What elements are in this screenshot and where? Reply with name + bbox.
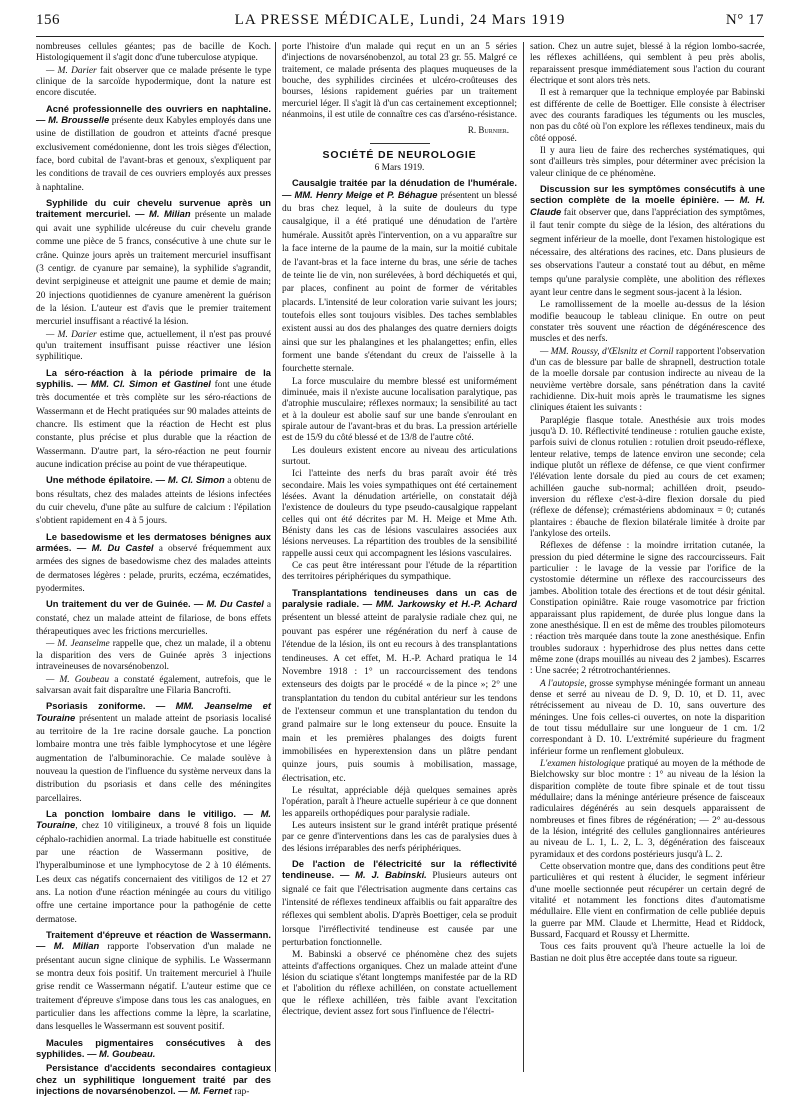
body-text: Paraplégie flasque totale. Anesthésie aux trois modes jusqu'à D. 10. Réflectivité tendineuse : rotulien gauche existe, parfois suivi de clonus rotulien : rotulien droit pseudo-réflexe, lenteur relative, temps de latence environ une seconde; cela indique plutôt un réflexe de défense, ce que vient confirmer l'élévation lente dorsale du pied au cours de cet examen; achilléen gauche sub-normal; achilléen droit, pseudo-inversion du réflexe c'est-à-dire flexion dorsale du pied (réflexe de défense); crémastériens abdominaux = 0; cutanés plantaires : ébauche de flexion bilatérale limitée à droite par l'ankylose des orteils.: [530, 415, 765, 540]
author-names: — MM. Jarkowsky et H.-P. Achard: [362, 598, 518, 610]
author-names: — M. Brousselle: [36, 114, 110, 126]
author-names: — MM. Roussy, d'Œlsnitz et Cornil: [540, 346, 674, 357]
article-heading-paragraph: [36, 474, 271, 527]
body-text: Les auteurs insistent sur le grand intérêt pratique présenté par ce genre d'interventions dans les cas de paralysies dues à des lésions irréparables des nerfs périphériques.: [282, 820, 517, 854]
body-text: estime que, actuellement, il n'est pas prouvé qu'un traitement insuffisant puisse réactiver une lésion syphilitique.: [36, 329, 271, 363]
signature: R. Burnier.: [467, 125, 509, 136]
paragraph: [530, 541, 765, 677]
body-text: présentent un malade atteint de psoriasis localisé au territoire de la 1re racine dorsale gauche. La ponction lombaire montra une très faible lymphocytose et une légère augmentation de l'albuminorachie. Ce malade soulève à nouveau la question de l'influence du système nerveux dans la distribution du psoriasis et dans celle des méningites parcellaires.: [36, 713, 271, 804]
body-text: rapportent l'observation d'un cas de blessure par balle de shrapnell, destruction totale de la moelle dorsale par contusion indirecte au niveau de la neuvième vertèbre dorsale, sans pénétration dans la cavité rachidienne. Dix-huit mois après le traumatisme les signes cliniques étaient les suivants :: [530, 346, 765, 414]
article-heading: Traitement d'épreuve et réaction de Wassermann.: [46, 929, 271, 941]
author-names: — M. Touraine: [36, 807, 271, 831]
article-heading: Syphilide du cuir chevelu survenue après un traitement mercuriel.: [36, 197, 271, 220]
column-1: [36, 42, 272, 1098]
paragraph: [282, 821, 517, 855]
body-text: a constaté également, autrefois, que le salvarsan avait fait disparaître une Filaria Bancrofti.: [36, 674, 272, 696]
body-text: Le résultat, appréciable déjà quelques semaines après l'opération, paraît à l'heure actuelle supérieur à ce que donnent les appareils orthopédiques pour paralysie radiale.: [282, 785, 517, 819]
lead-phrase: L'examen histologique: [540, 758, 625, 769]
paragraph: [530, 416, 765, 541]
paragraph: [282, 786, 517, 820]
paragraph: [530, 679, 765, 758]
author-names: — M. Darier: [46, 65, 97, 76]
article-heading-paragraph: [36, 808, 271, 926]
body-text: porte l'histoire d'un malade qui reçut en un an 5 séries d'injections de novarsénobenzol, au total 23 gr. 55. Malgré ce traitement, ce malade présenta des plaques muqueuses de la bouche, des syphilides circinées et ulcéro-croûteuses des bourses, lésions rapidement guéries par un traitement mercuriel léger. Il s'agit là d'un cas certainement exceptionnel; néanmoins, il est utile de connaître ces cas d'arséno-résistance.: [282, 42, 517, 121]
body-text: a constaté, chez un malade atteint de filariose, de bons effets thérapeutiques avec les frictions mercurielles.: [36, 600, 271, 638]
author-names: — M. H. Claude: [530, 194, 765, 217]
article-heading-paragraph: [282, 858, 517, 949]
body-text: Les douleurs existent encore au niveau des articulations surtout.: [282, 445, 517, 467]
paragraph: [530, 759, 765, 861]
paragraph: [36, 66, 271, 100]
body-text: présentent un blessé du bras chez lequel, à la suite de douleurs du type causalgique, il a été pratiqué une dénudation de l'artère humérale. Aussitôt après l'intervention, on a vu apparaître sur la face interne de la paume de la main, sur la moitié cubitale de l'avant-bras et la face interne du bras, une série de taches de teinte lie de vin, non surélevées, à bord déchiquetés et qui, par places, confinent au point de former de véritables placards. L'intensité de leur coloration varie suivant les jours; toutefois elles sont toujours visibles. Des taches semblables existent aussi au dos des phalanges des quatre derniers doigts ainsi que sur les phalangines et les phalangettes; enfin, elles forment une bande s'étendant du creux de l'aisselle à la fourchette sternale.: [282, 190, 517, 375]
body-text: présentent un blessé atteint de paralysie radiale chez qui, ne pouvant pas espérer une régénération du nerf à cause de l'étendue de la lésion, ils ont eu recours à des transplantations tendineuses. A cet effet, M. H.-P. Achard pratiqua le 14 Novembre 1918 : 1° un raccourcissement des tendons extenseurs des doigts par le procédé « de la pince »; 2° une transplantation du tendon du cubital antérieur sur les tendons de l'extenseur commun et une transplantation du tendon du grand palmaire sur le long extenseur du pouce. Ensuite la main et les premières phalanges des doigts furent immobilisées en hyperextension dans un plâtre pendant quinze jours, puis soumis à mobilisation, massage, électrisation, etc.: [282, 613, 517, 784]
body-text: Il est à remarquer que la technique employée par Babinski est différente de celle de Boettiger. Elle consiste à électriser avec des courants faradiques les téguments ou les muscles, non pas du côté où l'on explore les réflexes tendineux, mais du côté opposé.: [530, 88, 765, 144]
body-text: pratiqué au moyen de la méthode de Bielchowsky sur bloc montre : 1° au niveau de la lésion la disparition complète de toute fibre spinale et de tout tissu médullaire; dans la méninge antérieure présence de faisceaux radiculaires dégénérés au sein desquels apparaissent de nombreuses et fines fibres de régénération; — 2° au-dessous de la lésion, intégrité des cellules ganglionnaires antérieures au niveau de L. 1, L. 2, L. 3, dégénération des faisceaux pyramidaux et des cordons postérieurs jusqu'à L. 2.: [530, 758, 766, 860]
article-heading: Psoriasis zoniforme.: [46, 700, 146, 712]
article-heading-paragraph: [282, 177, 517, 375]
paragraph: [530, 42, 765, 87]
paragraph: [36, 639, 271, 673]
article-heading: Le basedowisme et les dermatoses bénignes aux armées.: [36, 530, 271, 554]
author-names: — M. Milian: [36, 940, 100, 952]
body-text: Ce cas peut être intéressant pour l'étude de la répartition des territoires périphériques du sympathique.: [282, 561, 517, 583]
paragraph: [282, 42, 517, 121]
paragraph: [282, 469, 517, 560]
article-heading-paragraph: [36, 531, 271, 596]
article-heading-paragraph: [36, 1062, 271, 1098]
column-divider: [275, 42, 276, 1072]
journal-title: LA PRESSE MÉDICALE, Lundi, 24 Mars 1919: [234, 12, 566, 28]
column-divider: [523, 42, 524, 1072]
paragraph: [282, 950, 517, 1018]
body-text: , chez 10 vitiligineux, a trouvé 8 fois un liquide céphalo-rachidien anormal. La triade habituelle est constituée par une réaction de Wassermann positive, de l'hyperalbuminose et une lymphocytose de 2 à 10 éléments. Les deux cas négatifs concernaient des vitiligos de 12 et 27 ans. La notion d'une réaction méningée au cours du vitiligo offre une certaine importance pour la pathogénie de cette dermatose.: [36, 821, 271, 925]
article-heading: La ponction lombaire dans le vitiligo.: [46, 807, 237, 819]
body-text: a observé fréquemment aux armées des signes de basedowisme chez des malades atteints de dermatoses légères : pelade, prurits, eczéma, eczématides, pyodermites.: [36, 544, 271, 595]
body-text: Réflexes de défense : la moindre irritation cutanée, la pression du pied détermine le signe des raccourcisseurs. Fait particulier : le lavage de la vessie par l'orifice de la cystostomie détermine un réflexe des raccourcisseurs des jambes. Abolition totale des érections et de tout désir génital. Constipation opiniâtre. Raie rouge vasomotrice par friction apparaissant plus rapidement, de durée plus longue dans la zone anesthésique. Il en est de même des troubles pilomoteurs : réaction très marquée dans toute la zone anesthésique. Enfin troubles sudoraux : hyperhidrose des plus nettes dans cette même zone (draps mouillés au niveau des 2 jambes). Escarres : Une sacrée; 2 rétrotrochantériennes.: [530, 541, 765, 677]
body-text: M. Babinski a observé ce phénomène chez des sujets atteints d'affections organiques. Chez un malade atteint d'une lésion du sciatique s'étant longtemps manifestée par de la RD et l'abolition du réflexe achilléen, on constate actuellement que le réflexe achilléen, très faible avant l'excitation électrique, devient assez fort sous l'influence de l'électri-: [282, 950, 517, 1018]
author-names: — M. Du Castel: [76, 542, 154, 554]
paragraph: [530, 146, 765, 180]
column-3: [530, 42, 765, 1072]
body-text: présente deux Kabyles employés dans une usine de distillation de goudron et atteints d'acné presque exclusivement comédonienne, dont les trois sièges d'élection, face, bord cubital de l'avant-bras et genoux, s'expliquent par les conditions de travail de ces ouvriers employés aux presses à naphtaline.: [36, 116, 272, 193]
body-text: présente un malade qui avait une syphilide ulcéreuse du cuir chevelu grande comme une pièce de 5 francs, consécutive à une chute sur le crâne. Quinze jours après un traitement mercuriel insuffisant (3 centigr. de cyanure par semaine), la syphilide s'agrandit, devint serpigineuse et atteignit une paume et demie de main; 20 injections quotidiennes de cyanure amenèrent la guérison de la lésion. L'auteur est d'avis que le premier traitement mercuriel insuffisant a réactivé la lésion.: [36, 210, 271, 328]
paragraph: [36, 42, 271, 65]
paragraph: [530, 942, 765, 965]
body-text: rap-: [231, 1087, 250, 1098]
article-heading-paragraph: [36, 103, 271, 194]
paragraph: [530, 300, 765, 345]
paragraph: [282, 446, 517, 469]
article-heading-paragraph: [36, 367, 271, 472]
column-2: [282, 42, 517, 1072]
article-heading-paragraph: [36, 700, 271, 805]
paragraph: [282, 377, 517, 445]
body-text: fait observer que, dans l'appréciation des symptômes, il faut tenir compte du siège de la lésion, des altérations du segment inférieur de la moelle, dont l'examen histologique est nécessaire, des altérations des racines, etc. Dans plusieurs de ses observations l'auteur a constaté tout au début, en même temps qu'une paralysie complète, une abolition des réflexes ayant leur centre dans le segment sous-jacent à la lésion.: [530, 207, 765, 298]
body-text: Cette observation montre que, dans des conditions peut être particulières et qui restent à élucider, le segment inférieur d'une moelle sectionnée peut récupérer un certain degré de vitalité et notamment les fonctions dites d'automatisme médullaire. Elle vient en confirmation de celle publiée depuis la guerre par MM. Claude et Lhermitte, Head et Riddock, Bussard, Facquard et Roussy et Lhermitte.: [530, 862, 765, 941]
paragraph: [36, 330, 271, 364]
article-heading: Discussion sur les symptômes consécutifs à une section complète de la moelle épinière.: [530, 183, 765, 206]
article-heading-paragraph: [36, 598, 271, 638]
issue-number: N° 17: [725, 12, 764, 28]
article-heading-paragraph: [36, 929, 271, 1034]
body-text: a obtenu de bons résultats, chez des malades atteints de lésions infectées du cuir chevelu, d'une pâte au sulfure de calcium : l'épilation s'obtient rapidement en 4 à 5 jours.: [36, 476, 272, 527]
lead-phrase: A l'autopsie: [540, 678, 585, 689]
author-names: — MM. Jeanselme et Touraine: [36, 700, 271, 723]
article-heading: La séro-réaction à la période primaire de la syphilis.: [36, 366, 271, 389]
article-heading-paragraph: [36, 197, 271, 328]
body-text: fait observer que ce malade présente le type clinique de la sarcoïde hypodermique, dont la nature est encore discutée.: [36, 65, 271, 99]
article-heading: Causalgie traitée par la dénudation de l'humérale.: [292, 177, 517, 189]
body-text: Ici l'atteinte des nerfs du bras paraît avoir été très secondaire. Mais les voies sympathiques ont été certainement lésées. Avant la dénudation artérielle, on constatait déjà l'existence de douleurs du type pseudo-causalgique rappelant celles qui ont été décrites par M. H. Meige et Mme Ath. Bénisty dans les cas de lésions vasculaires associées aux lésions nerveuses. La répartition des troubles de la sensibilité rappelle aussi ceux qui accompagnent les lésions vasculaires.: [282, 469, 517, 559]
paragraph: [530, 88, 765, 145]
article-heading: Transplantations tendineuses dans un cas de paralysie radiale.: [282, 586, 517, 610]
article-heading-paragraph: [530, 183, 765, 299]
paragraph: [36, 675, 271, 698]
author-names: — MM. Henry Meige et P. Béhague: [282, 188, 438, 200]
body-text: Il y aura lieu de faire des recherches systématiques, qui sont d'ailleurs très simples, pour déterminer avec précision la valeur clinique de ce phénomène.: [530, 146, 765, 179]
article-heading: Persistance d'accidents secondaires contagieux chez un syphilitique longuement traité par des injections de novarsénobenzol.: [36, 1062, 271, 1097]
body-text: Plusieurs auteurs ont signalé ce fait que l'électrisation augmente dans certains cas l'intensité de réflexes tendineux affaiblis ou fait apparaître des réflexes qui semblent abolis. D'après Boettiger, cela se produit lorsque l'irréflectivité tendineuse est causée par une perturbation fonctionnelle.: [282, 871, 517, 949]
author-names: — M. Milian: [135, 208, 191, 220]
paragraph: [282, 561, 517, 584]
article-heading: Acné professionnelle des ouvriers en naphtaline.: [46, 102, 271, 114]
article-heading: Macules pigmentaires consécutives à des syphilides.: [36, 1036, 271, 1060]
body-text: rapporte l'observation d'un malade ne présentant aucun signe clinique de syphilis. Le Wassermann se montra deux fois positif. Un traitement mercuriel à l'huile grise rendit ce Wassermann négatif. L'auteur estime que ce traitement d'épreuve s'impose dans tous les cas analogues, en particulier dans les affections comme la lèpre, la scarlatine, dans lesquelles le Wassermann est souvent positif.: [36, 942, 272, 1033]
author-names: — M. Fernet: [178, 1085, 232, 1097]
article-heading: De l'action de l'électricité sur la réflectivité tendineuse.: [282, 858, 517, 881]
article-heading-paragraph: [36, 1037, 271, 1060]
author-names: — M. Goubeau.: [87, 1048, 156, 1060]
section-date: 6 Mars 1919.: [374, 163, 425, 174]
author-names: — M. Jeanselme: [46, 639, 110, 650]
header-rule: [36, 36, 764, 37]
page-header: [36, 12, 764, 32]
article-heading: Un traitement du ver de Guinée.: [46, 598, 191, 610]
body-text: sation. Chez un autre sujet, blessé à la région lombo-sacrée, les réflexes achilléens, qui semblent à peu près abolis, reparaissent presque immédiatement sous l'action du courant électrique et sont alors très nets.: [530, 42, 765, 87]
author-names: — M. Darier: [46, 329, 97, 340]
body-text: nombreuses cellules géantes; pas de bacille de Koch. Histologiquement il s'agit donc d'une tuberculose atypique.: [36, 42, 271, 64]
body-text: Le ramollissement de la moelle au-dessus de la lésion modifie beaucoup le tableau clinique. En outre on peut constater très souvent une réaction de dégénérescence des muscles et des nerfs.: [530, 300, 765, 345]
paragraph: [530, 862, 765, 941]
article-heading: Une méthode épilatoire.: [46, 474, 153, 486]
body-text: font une étude très documentée et très complète sur les séro-réactions de Wassermann et de Hecht pratiquées sur 90 malades atteints de chancre. Ils estiment que la réaction de Hecht est plus constante, plus précise et plus durable que la réaction de Wassermann. D'autre part, la séro-réaction ne peut fournir aucune indication précise au point de vue thérapeutique.: [36, 379, 271, 470]
section-rule: [370, 143, 430, 144]
section-title: SOCIÉTÉ DE NEUROLOGIE: [322, 148, 477, 161]
article-heading-paragraph: [282, 587, 517, 785]
author-names: — M. Du Castel: [193, 598, 264, 610]
author-names: — M. Cl. Simon: [155, 474, 225, 486]
body-text: Tous ces faits prouvent qu'à l'heure actuelle la loi de Bastian ne doit plus être acceptée dans toute sa rigueur.: [530, 942, 765, 964]
page-number: 156: [36, 12, 60, 28]
author-names: — M. Goubeau: [46, 674, 110, 685]
body-text: La force musculaire du membre blessé est uniformément diminuée, mais il n'existe aucune localisation paralytique, pas d'atrophie musculaire; réflexes normaux; la sensibilité au tact et à la douleur est abolie sauf sur une bande s'enroulant en spirale autour de l'avant-bras et du bras. La pression artérielle est de 15/9 du côté blessé et de 13/8 de l'autre côté.: [282, 376, 517, 444]
author-names: — MM. Cl. Simon et Gastinel: [77, 377, 211, 389]
paragraph: [530, 347, 765, 415]
author-names: — M. J. Babinski.: [339, 869, 427, 881]
body-text: , grosse symphyse méningée formant un anneau dense et serré au niveau de D. 9, D. 10, et D. 11, avec rétrécissement au niveau de D. 10, sans ouverture des méninges. Une fois celles-ci ouvertes, on note la disparition de tout tissu médullaire sur une longueur de 1 cm. 1/2 correspondant à D. 10. L'extrémité supérieure du fragment inférieur forme un renflement globuleux.: [530, 678, 766, 757]
body-text: rappelle que, chez un malade, il a obtenu la disparition des vers de Guinée après 3 injections intraveineuses de novarsénobenzol.: [36, 639, 271, 673]
